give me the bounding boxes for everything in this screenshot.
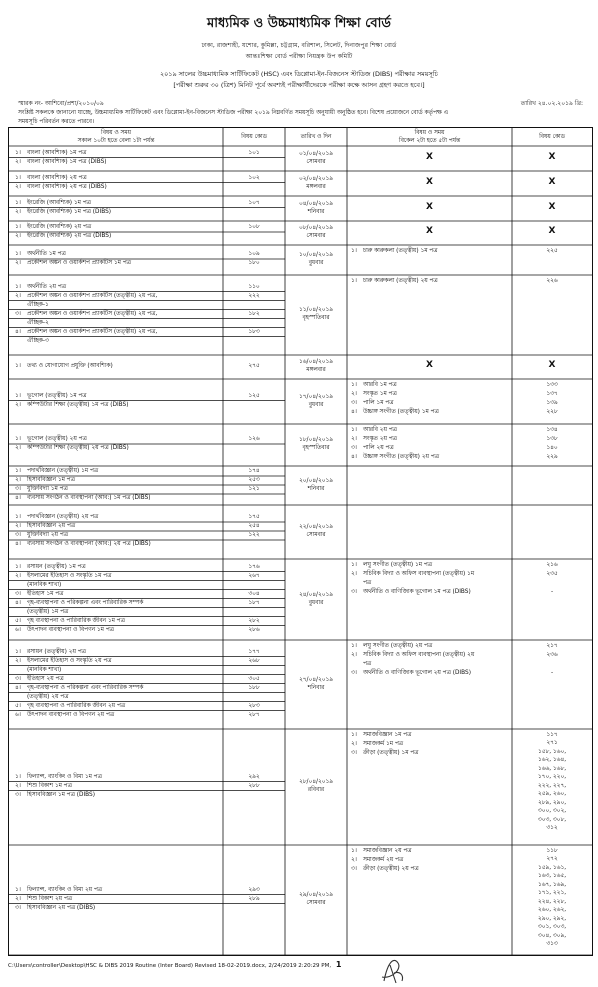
subject-name: হিসাববিজ্ঞান ১ম পত্র (DIBS) xyxy=(27,791,95,798)
no-exam-mark: X xyxy=(426,176,433,187)
exam-day: শনিবার xyxy=(307,208,325,215)
item-number: ১। xyxy=(15,362,21,369)
exam-day: সোমবার xyxy=(306,233,326,239)
memo-number: স্মারক নং- আশিবো/প্রশা/২০১০/০৯ xyxy=(18,100,104,107)
subject-name: বাংলা (আবশ্যিক) ২য় পত্র xyxy=(27,174,87,181)
board-name: মাধ্যমিক ও উচ্চমাধ্যমিক শিক্ষা বোর্ড xyxy=(207,16,391,31)
subject-code: ১৩৩ xyxy=(546,382,558,388)
subject-code: ১৮৭ xyxy=(248,599,260,606)
subject-code: ১০৭ xyxy=(248,199,260,206)
subject-code: ১০১ xyxy=(248,149,260,156)
subject-code: ১২২ xyxy=(248,532,260,538)
item-number: ৩। xyxy=(15,590,21,597)
exam-title: ২০১৯ সালের উচ্চমাধ্যমিক সার্টিফিকেট (HSC) এবং ডিপ্লোমা-ইন-বিজনেস স্টাডিজ (DIBS) পরীক্ষার সময়সূচি xyxy=(160,70,438,78)
subject-code: ৩০০, ৩০২, xyxy=(537,808,567,815)
subject-code: ১০৯ xyxy=(248,251,260,257)
item-number: ৬। xyxy=(15,711,21,718)
subject-code: ১১৮ xyxy=(546,848,558,854)
col-header-afternoon: বিষয় ও সময় xyxy=(414,130,445,136)
boards-list: ঢাকা, রাজশাহী, যশোর, কুমিল্লা, চট্টগ্রাম, বরিশাল, সিলেট, দিনাজপুর শিক্ষা বোর্ড xyxy=(201,42,397,49)
subject-code: - xyxy=(550,589,554,595)
subject-code: ১৮০ xyxy=(248,260,260,266)
subject-name: গৃহ-ব্যবস্থাপনা ও পরিকল্পনা এবং পারিবারিক সম্পর্ক xyxy=(27,599,144,606)
subject-code: ২৮৯, ২৯০, xyxy=(537,799,567,806)
subject-code: ২২২ xyxy=(248,292,260,299)
item-number: ১। xyxy=(15,648,21,655)
subject-code: ১২১ xyxy=(248,486,260,492)
subject-name: হিসাববিজ্ঞান ২য় পত্র xyxy=(27,523,76,529)
item-number: ২। xyxy=(15,292,21,299)
no-exam-mark: X xyxy=(548,360,556,370)
item-number: ২। xyxy=(351,857,357,863)
subject-code: ৩০১, ৩০৩, xyxy=(537,924,567,931)
subject-name: অর্থনীতি ও বাণিজ্যিক ভূগোল ২য় পত্র (DIBS) xyxy=(363,670,471,676)
subject-code: ২১৬ xyxy=(546,562,558,568)
exam-date: ১১/০৪/২০১৯ xyxy=(298,307,334,313)
subject-name: বাংলা (আবশ্যিক) ১ম পত্র xyxy=(27,149,87,156)
subject-name: ক্রীড়া (তত্ত্বীয়) ১ম পত্র xyxy=(363,750,419,756)
no-exam-mark: X xyxy=(548,151,556,162)
subject-name: বাংলা (আবশ্যিক) ১ম পত্র (DIBS) xyxy=(27,158,107,165)
subject-name: ঐচ্ছিক-৩ xyxy=(27,337,49,344)
subject-name: পদার্থবিজ্ঞান (তত্ত্বীয়) ২য় পত্র xyxy=(27,514,99,520)
item-number: ৪। xyxy=(351,454,357,460)
subject-name: পালি ২য় পত্র xyxy=(363,445,394,451)
item-number: ৫। xyxy=(15,702,21,709)
exam-date: ২৪/০৪/২০১৯ xyxy=(298,591,334,598)
subject-name: সমাজকর্ম ২য় পত্র xyxy=(363,857,404,863)
item-number: ৩। xyxy=(15,310,21,317)
page-number: 1 xyxy=(335,960,342,969)
item-number: ২। xyxy=(15,233,21,239)
subject-name: হিসাববিজ্ঞান ১ম পত্র xyxy=(27,477,75,483)
subject-name: ঐচ্ছিক-২ xyxy=(27,319,49,326)
subject-name: ভূগোল (তত্ত্বীয়) ২য় পত্র xyxy=(27,436,87,442)
subject-name: ইংরেজি (আবশ্যিক) ১ম পত্র (DIBS) xyxy=(27,208,112,215)
subject-name: রসায়ন (তত্ত্বীয়) ১ম পত্র xyxy=(27,563,86,570)
subject-code: ১৩৪ xyxy=(546,427,558,433)
subject-name: ব্যবসায় সংগঠন ও ব্যবস্থাপনা (আব:) ১ম পত্র (DIBS) xyxy=(27,495,151,501)
item-number: ৬। xyxy=(15,626,21,633)
subject-code: ২৫৪ xyxy=(248,523,260,529)
subject-code: - xyxy=(550,670,554,676)
subject-code: ১৬২, ১৬৪, xyxy=(537,757,567,764)
item-number: ২। xyxy=(351,436,357,442)
subject-name: পদার্থবিজ্ঞান (তত্ত্বীয়) ১ম পত্র xyxy=(27,468,99,474)
col-header-code-2: বিষয় কোড xyxy=(539,134,565,140)
subject-name: ব্যবসায় সংগঠন ও ব্যবস্থাপনা (আব:) ২য় পত্র (DIBS) xyxy=(27,541,151,547)
subject-name: গৃহ-ব্যবস্থাপনা ও পরিকল্পনা এবং পারিবারিক সম্পর্ক xyxy=(27,684,144,691)
subject-name: কম্পিউটার শিক্ষা (তত্ত্বীয়) ২য় পত্র (DIBS) xyxy=(27,445,129,451)
item-number: ৪। xyxy=(15,495,21,501)
exam-date: ২০/০৪/২০১৯ xyxy=(298,477,334,484)
subject-code: ১৫৮, ১৬০, xyxy=(537,748,567,755)
subject-code: ১৮২ xyxy=(248,310,260,317)
subject-name: পত্র xyxy=(363,661,372,667)
subject-code: ২৮৩ xyxy=(248,702,260,709)
subject-code: ২৫৩ xyxy=(248,477,260,483)
item-number: ১। xyxy=(15,392,21,399)
item-number: ২। xyxy=(15,523,21,529)
col-header-afternoon-time: বিকেল ২টা হতে ৫টা পর্যন্ত xyxy=(398,138,461,144)
item-number: ১। xyxy=(15,886,21,893)
subject-code: ২২৫ xyxy=(546,248,558,254)
exam-date: ১৮/০৪/২০১৯ xyxy=(298,437,334,443)
footer-file-path: C:\Users\controller\Desktop\HSC & DIBS 2019 Routine (Inter Board) Revised 18-02-2019.docx, 2/24/2019 2:20:29 PM, xyxy=(8,963,332,969)
subject-name: চারু কারুকলা (তত্ত্বীয়) ১ম পত্র xyxy=(363,248,438,254)
subject-code: ২৮২ xyxy=(248,617,260,624)
memo-date: তারিখ ২৪.০২.২০১৯ খ্রি: xyxy=(520,100,583,107)
item-number: ১। xyxy=(15,563,21,570)
subject-code: ২২৯ xyxy=(546,454,558,460)
subject-name: (মানবিক শাখা) xyxy=(27,581,62,588)
item-number: ১। xyxy=(15,251,21,257)
item-number: ২। xyxy=(15,260,21,266)
subject-name: উচ্চাঙ্গ সংগীত (তত্ত্বীয়) ২য় পত্র xyxy=(363,454,439,460)
subject-code: ৩০৪ xyxy=(248,590,260,597)
subject-name: প্রকৌশল অঙ্কন ও ওয়ার্কশপ প্র্যাকটিস (তত্ত্বীয়) ২য় পত্র, xyxy=(27,292,158,299)
subject-code: ৩০৩, ৩০৮, xyxy=(537,816,567,823)
no-exam-mark: X xyxy=(548,176,556,187)
subject-name: তথ্য ও যোগাযোগ প্রযুক্তি (আবশ্যিক) xyxy=(27,362,113,369)
exam-day: বুধবার xyxy=(308,599,324,606)
exam-date: ১৬/০৪/২০১৯ xyxy=(298,359,334,365)
subject-code: ১২৬ xyxy=(248,436,260,442)
item-number: ১। xyxy=(351,427,357,433)
exam-date: ২৯/০৪/২০১৯ xyxy=(298,892,334,898)
no-exam-mark: X xyxy=(426,226,433,236)
schedule-table xyxy=(8,127,593,956)
subject-name: (তত্ত্বীয়) ২য় পত্র xyxy=(27,693,69,700)
subject-name: কম্পিউটার শিক্ষা (তত্ত্বীয়) ১ম পত্র (DIBS) xyxy=(27,401,129,408)
subject-code: ২৮৬ xyxy=(248,626,260,633)
subject-name: প্রকৌশল অঙ্কন ও ওয়ার্কশপ প্র্যাকটিস ১ম পত্র xyxy=(27,260,131,266)
item-number: ২। xyxy=(351,741,357,747)
subject-name: পালি ১ম পত্র xyxy=(363,400,394,406)
subject-name: বাংলা (আবশ্যিক) ২য় পত্র (DIBS) xyxy=(27,183,107,190)
exam-date: ১০/০৪/২০১৯ xyxy=(298,252,334,258)
subject-name: উৎপাদন ব্যবস্থাপনা ও বিপণন ১ম পত্র xyxy=(27,626,114,633)
item-number: ১। xyxy=(15,224,21,230)
subject-name: (তত্ত্বীয়) ১ম পত্র xyxy=(27,608,69,615)
item-number: ১। xyxy=(15,199,21,206)
exam-day: রবিবার xyxy=(307,787,325,793)
subject-code: ৩০৫ xyxy=(248,675,260,682)
item-number: ৫। xyxy=(15,617,21,624)
subject-name: যুক্তিবিদ্যা ১ম পত্র xyxy=(27,486,68,492)
item-number: ৩। xyxy=(15,532,21,538)
item-number: ৩। xyxy=(15,904,21,911)
subject-name: যুক্তিবিদ্যা ২য় পত্র xyxy=(27,532,68,538)
subject-name: সমাজকর্ম ১ম পত্র xyxy=(363,741,404,747)
item-number: ২। xyxy=(15,895,21,902)
footer-path xyxy=(8,960,341,969)
exam-day: সোমবার xyxy=(306,900,326,906)
item-number: ২। xyxy=(351,652,357,658)
item-number: ৩। xyxy=(15,791,21,798)
item-number: ১। xyxy=(351,848,357,854)
subject-name: সংস্কৃত ১ম পত্র xyxy=(363,391,397,397)
subject-name: লঘু সংগীত (তত্ত্বীয়) ১ম পত্র xyxy=(363,562,432,568)
subject-name: ক্রীড়া (তত্ত্বীয়) ২য় পত্র xyxy=(363,866,419,872)
subject-code: ২২২, ২২৭, xyxy=(537,782,567,789)
exam-day: মঙ্গলবার xyxy=(306,183,326,190)
col-header-morning: বিষয় ও সময় xyxy=(101,130,131,136)
item-number: ৩। xyxy=(15,675,21,682)
subject-code: ২৫৯, ২৬০, xyxy=(537,791,567,798)
subject-code: ৩১২ xyxy=(546,825,558,832)
no-exam-mark: X xyxy=(426,360,433,370)
subject-name: (মানবিক শাখা) xyxy=(27,666,62,673)
item-number: ৪। xyxy=(351,409,357,415)
subject-code: ১০৮ xyxy=(248,224,260,230)
subject-name: লঘু সংগীত (তত্ত্বীয়) ২য় পত্র xyxy=(363,643,433,649)
item-number: ৩। xyxy=(351,400,357,406)
subject-name: শিশু বিকাশ ১ম পত্র xyxy=(27,782,72,789)
subject-code: ২৮৮ xyxy=(248,782,260,789)
subject-code: ২৮৭ xyxy=(248,711,260,718)
item-number: ৪। xyxy=(15,541,21,547)
item-number: ১। xyxy=(15,773,21,780)
subject-code: ১৭৭ xyxy=(248,648,260,655)
subject-code: ৩০৪, ৩০৯, xyxy=(537,932,567,939)
exam-day: শনিবার xyxy=(307,684,325,691)
intro-text: সংশ্লিষ্ট সকলকে জানানো যাচ্ছে, উচ্চমাধ্যমিক সার্টিফিকেট এবং ডিপ্লোমা-ইন-বিজনেস স্টাডিজ পরীক্ষা ২০১৯ নিম্নবর্ণিত সময়সূচি অনুযায়ী অনুষ্ঠিত হবে। বিশেষ প্রয়োজনে বোর্ড কর্তৃপক্ষ এ xyxy=(18,110,449,116)
exam-day: বুধবার xyxy=(308,260,324,266)
exam-day: বৃহস্পতিবার xyxy=(302,315,330,321)
subject-code: ২৭১ xyxy=(546,740,558,747)
subject-name: অর্থনীতি ও বাণিজ্যিক ভূগোল ১ম পত্র (DIBS) xyxy=(363,589,471,595)
subject-code: ১৩৮ xyxy=(546,436,558,442)
subject-code: ১৬৭, ১৬৯, xyxy=(537,881,567,888)
no-exam-mark: X xyxy=(548,226,556,236)
subject-name: সচিবিক বিদ্যা ও অফিস ব্যবস্থাপনা (তত্ত্বীয়) ১ম xyxy=(363,571,475,577)
subject-code: ১৩৯ xyxy=(546,400,558,406)
subject-name: গৃহ ব্যবস্থাপনা ও পারিবারিক জীবন ১ম পত্র xyxy=(27,617,125,624)
exam-date: ০৪/০৪/২০১৯ xyxy=(298,200,334,207)
item-number: ২। xyxy=(15,401,21,408)
subject-name: সমাজবিজ্ঞান ১ম পত্র xyxy=(363,732,412,738)
item-number: ১। xyxy=(351,248,357,254)
item-number: ৩। xyxy=(351,445,357,451)
signature-mark xyxy=(378,955,408,985)
item-number: ২। xyxy=(15,657,21,664)
subject-code: ২১৭ xyxy=(546,643,558,649)
subject-name: আরবি ২য় পত্র xyxy=(363,427,397,433)
subject-code: ২২৪, ২২৮, xyxy=(537,898,567,905)
intro-text-cont: সময়সূচি পরিবর্তন করতে পারবে। xyxy=(18,119,94,125)
item-number: ১। xyxy=(15,174,21,181)
subject-name: ভূগোল (তত্ত্বীয়) ১ম পত্র xyxy=(27,392,87,399)
subject-code: ২৬৭ xyxy=(248,572,260,579)
exam-date: ১৭/০৪/২০১৯ xyxy=(298,393,334,400)
item-number: ১। xyxy=(15,149,21,156)
exam-date: ২৮/০৪/২০১৯ xyxy=(298,779,334,785)
subject-name: ইংরেজি (আবশ্যিক) ২য় পত্র (DIBS) xyxy=(27,233,112,239)
item-number: ২। xyxy=(15,477,21,483)
subject-name: ইসলামের ইতিহাস ও সংস্কৃতি ১ম পত্র xyxy=(27,572,112,579)
col-header-morning-time: সকাল ১০টা হতে বেলা ১টা পর্যন্ত xyxy=(77,138,155,144)
subject-name: ঐচ্ছিক-১ xyxy=(27,301,49,308)
subject-code: ২৯০, ২৯২, xyxy=(537,915,567,922)
subject-name: ফিন্যান্স, ব্যাংকিং ও বিমা ১ম পত্র xyxy=(27,773,102,780)
exam-day: বৃহস্পতিবার xyxy=(302,445,330,451)
exam-day: মঙ্গলবার xyxy=(306,367,326,373)
subject-name: উচ্চাঙ্গ সংগীত (তত্ত্বীয়) ১ম পত্র xyxy=(363,409,439,415)
subject-code: ২৭২ xyxy=(546,856,558,863)
committee-name: আন্তঃশিক্ষা বোর্ড পরীক্ষা নিয়ন্ত্রক উপ কমিটি xyxy=(245,53,353,60)
subject-name: ইতিহাস ২য় পত্র xyxy=(27,675,64,682)
item-number: ১। xyxy=(351,732,357,738)
item-number: ৪। xyxy=(15,599,21,606)
item-number: ৪। xyxy=(15,684,21,691)
subject-code: ২২৬ xyxy=(546,278,558,284)
subject-name: ইংরেজি (আবশ্যিক) ২য় পত্র xyxy=(27,224,92,230)
subject-name: হিসাববিজ্ঞান ২য় পত্র (DIBS) xyxy=(27,904,96,911)
subject-name: অর্থনীতি ১ম পত্র xyxy=(27,251,66,257)
subject-code: ২৮৯ xyxy=(248,895,260,902)
subject-name: প্রকৌশল অঙ্কন ও ওয়ার্কশপ প্র্যাকটিস (তত্ত্বীয়) ২য় পত্র, xyxy=(27,328,158,335)
item-number: ৪। xyxy=(15,328,21,335)
item-number: ২। xyxy=(351,391,357,397)
item-number: ১। xyxy=(351,382,357,388)
subject-name: গৃহ ব্যবস্থাপনা ও পারিবারিক জীবন ২য় পত্র xyxy=(27,702,126,709)
subject-code: ১৬৬, ১৬৮, xyxy=(537,765,567,772)
subject-name: ফিন্যান্স, ব্যাংকিং ও বিমা ২য় পত্র xyxy=(27,886,103,893)
subject-code: ১৮৮ xyxy=(248,684,260,691)
exam-date: ০৮/০৪/২০১৯ xyxy=(298,225,334,231)
subject-code: ২৯২ xyxy=(248,773,260,780)
item-number: ১। xyxy=(15,468,21,474)
subject-code: ১৮৩ xyxy=(248,328,260,335)
subject-code: ২৬০, ২৬২, xyxy=(537,907,567,914)
col-header-code: বিষয় কোড xyxy=(241,134,267,140)
subject-code: ১৭৪ xyxy=(248,468,260,474)
subject-code: ২৯৩ xyxy=(248,886,260,893)
item-number: ২। xyxy=(15,183,21,190)
subject-name: সচিবিক বিদ্যা ও অফিস ব্যবস্থাপনা (তত্ত্বীয়) ২য় xyxy=(363,652,475,658)
subject-name: পত্র xyxy=(363,580,372,586)
item-number: ১। xyxy=(351,562,357,568)
no-exam-mark: X xyxy=(548,201,556,212)
item-number: ৩। xyxy=(351,750,357,756)
subject-code: ১২৫ xyxy=(248,392,260,399)
exam-notice: [পরীক্ষা শুরুর ৩০ (ত্রিশ) মিনিট পূর্বে অবশ্যই পরীক্ষার্থীদেরকে পরীক্ষা কক্ষে আসন গ্রহণ করতে হবে।] xyxy=(173,81,425,89)
item-number: ২। xyxy=(15,572,21,579)
subject-name: চারু কারুকলা (তত্ত্বীয়) ২য় পত্র xyxy=(363,278,438,284)
subject-name: সমাজবিজ্ঞান ২য় পত্র xyxy=(363,848,412,854)
item-number: ১। xyxy=(15,436,21,442)
subject-code: ১৬৩, ১৬৫, xyxy=(537,873,567,880)
subject-code: ১৫৯, ১৬১, xyxy=(537,864,567,871)
subject-code: ১১০ xyxy=(248,283,260,290)
exam-day: বুধবার xyxy=(308,401,324,408)
subject-name: প্রকৌশল অঙ্কন ও ওয়ার্কশপ প্র্যাকটিস (তত্ত্বীয়) ২য় পত্র, xyxy=(27,310,158,317)
subject-name: সংস্কৃত ২য় পত্র xyxy=(363,436,397,442)
subject-code: ১৭১, ২২১, xyxy=(537,890,567,897)
subject-code: ১৪০ xyxy=(546,445,558,451)
subject-name: অর্থনীতি ২য় পত্র xyxy=(27,283,66,290)
subject-code: ৩১৩ xyxy=(546,941,558,948)
col-header-date: তারিখ ও দিন xyxy=(300,134,332,140)
exam-date: ২২/০৪/২০১৯ xyxy=(298,524,334,530)
subject-name: ইংরেজি (আবশ্যিক) ১ম পত্র xyxy=(27,199,91,206)
no-exam-mark: X xyxy=(426,201,433,212)
item-number: ৩। xyxy=(351,670,357,676)
item-number: ২। xyxy=(15,158,21,165)
subject-code: ২৬৮ xyxy=(248,657,260,664)
item-number: ২। xyxy=(15,445,21,451)
item-number: ৩। xyxy=(351,589,357,595)
subject-code: ২৩৫ xyxy=(546,571,558,577)
subject-code: ১৭৬ xyxy=(248,563,260,570)
exam-date: ২৭/০৪/২০১৯ xyxy=(298,676,334,683)
item-number: ১। xyxy=(15,283,21,290)
exam-day: সোমবার xyxy=(306,532,326,538)
subject-code: ১৭৫ xyxy=(248,514,260,520)
subject-name: রসায়ন (তত্ত্বীয়) ২য় পত্র xyxy=(27,648,86,655)
subject-code: ২৭৫ xyxy=(248,362,260,369)
subject-name: আরবি ১ম পত্র xyxy=(363,382,397,388)
subject-code: ১০২ xyxy=(248,174,260,181)
item-number: ৩। xyxy=(15,486,21,492)
subject-code: ১৭০, ২২০, xyxy=(537,774,567,781)
item-number: ১। xyxy=(351,278,357,284)
item-number: ২। xyxy=(351,571,357,577)
item-number: ২। xyxy=(15,782,21,789)
item-number: ৩। xyxy=(351,866,357,872)
subject-name: উৎপাদন ব্যবস্থাপনা ও বিপণন ২য় পত্র xyxy=(27,711,115,718)
item-number: ২। xyxy=(15,208,21,215)
item-number: ১। xyxy=(15,514,21,520)
subject-code: ১১৭ xyxy=(546,732,558,738)
subject-code: ১৩৭ xyxy=(546,391,558,397)
subject-name: শিশু বিকাশ ২য় পত্র xyxy=(27,895,73,902)
subject-code: ২৩৬ xyxy=(546,652,558,658)
subject-name: ইসলামের ইতিহাস ও সংস্কৃতি ২য় পত্র xyxy=(27,657,112,664)
exam-date: ০২/০৪/২০১৯ xyxy=(298,175,334,182)
subject-name: ইতিহাস ১ম পত্র xyxy=(27,590,64,597)
exam-day: শনিবার xyxy=(307,485,325,492)
exam-date: ০১/০৪/২০১৯ xyxy=(298,150,334,157)
exam-day: সোমবার xyxy=(306,158,326,165)
subject-code: ২২৮ xyxy=(546,409,558,415)
item-number: ১। xyxy=(351,643,357,649)
no-exam-mark: X xyxy=(426,151,433,162)
